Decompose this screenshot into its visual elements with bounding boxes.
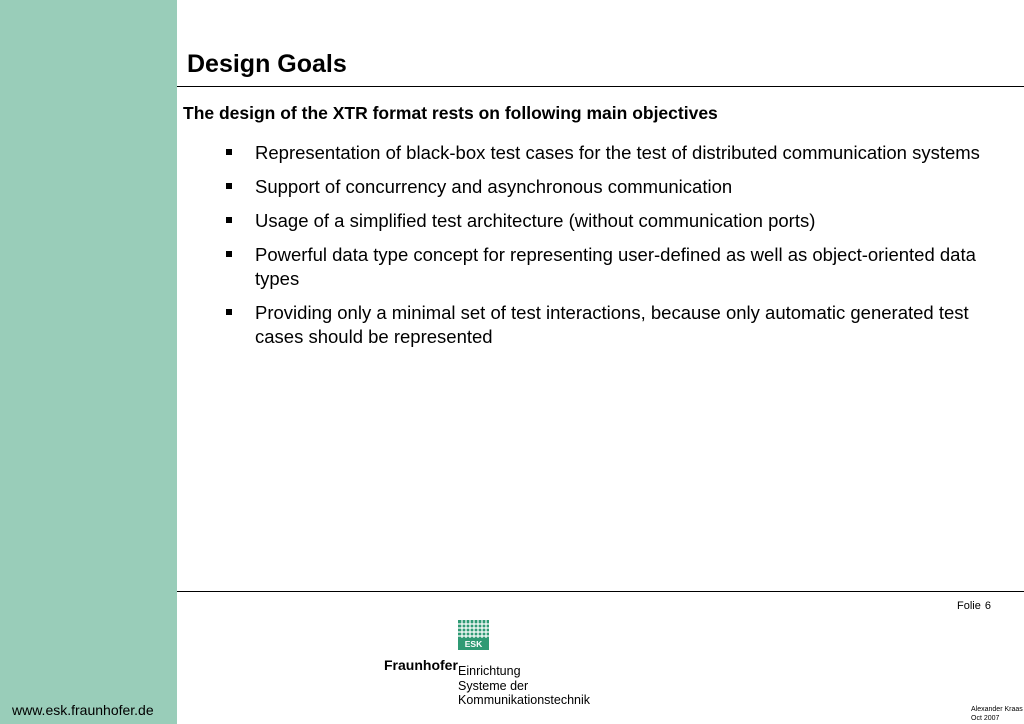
list-item-text: Support of concurrency and asynchronous communication: [255, 176, 733, 197]
list-item-text: Representation of black-box test cases for the test of distributed communication systems: [255, 142, 980, 163]
list-item: [223, 243, 1003, 291]
slide-subtitle: The design of the XTR format rests on following main objectives: [183, 103, 718, 123]
square-bullet-icon: [226, 309, 232, 315]
institute-name: [458, 664, 590, 708]
esk-logo-text: ESK: [464, 639, 483, 649]
page-number: [957, 600, 991, 612]
slide-title: Design Goals: [187, 50, 347, 78]
author-name: Alexander Kraas: [971, 706, 1023, 713]
list-item-text: Providing only a minimal set of test interactions, because only automatic generated test cases should be represented: [255, 302, 969, 347]
institute-line: Einrichtung: [458, 664, 521, 678]
objectives-list: [223, 141, 1003, 359]
website-url[interactable]: www.esk.fraunhofer.de: [12, 702, 154, 718]
list-item-text: Powerful data type concept for representing user-defined as well as object-oriented data types: [255, 244, 976, 289]
square-bullet-icon: [226, 183, 232, 189]
title-divider: [177, 86, 1024, 87]
list-item: [223, 209, 1003, 233]
square-bullet-icon: [226, 251, 232, 257]
square-bullet-icon: [226, 217, 232, 223]
footer-divider: [177, 591, 1024, 592]
sidebar: [0, 0, 177, 724]
list-item-text: Usage of a simplified test architecture (without communication ports): [255, 210, 816, 231]
list-item: [223, 301, 1003, 349]
square-bullet-icon: [226, 149, 232, 155]
page-number-value: 6: [984, 600, 991, 612]
presentation-date: Oct 2007: [971, 714, 1000, 722]
institute-line: Systeme der: [458, 678, 529, 693]
brand-name: Fraunhofer: [384, 657, 458, 673]
author-info: [971, 706, 1023, 723]
esk-logo-icon: [458, 620, 489, 650]
institute-line: Kommunikationstechnik: [458, 693, 591, 707]
page-number-label: Folie: [957, 600, 981, 612]
list-item: [223, 141, 1003, 165]
list-item: [223, 175, 1003, 199]
